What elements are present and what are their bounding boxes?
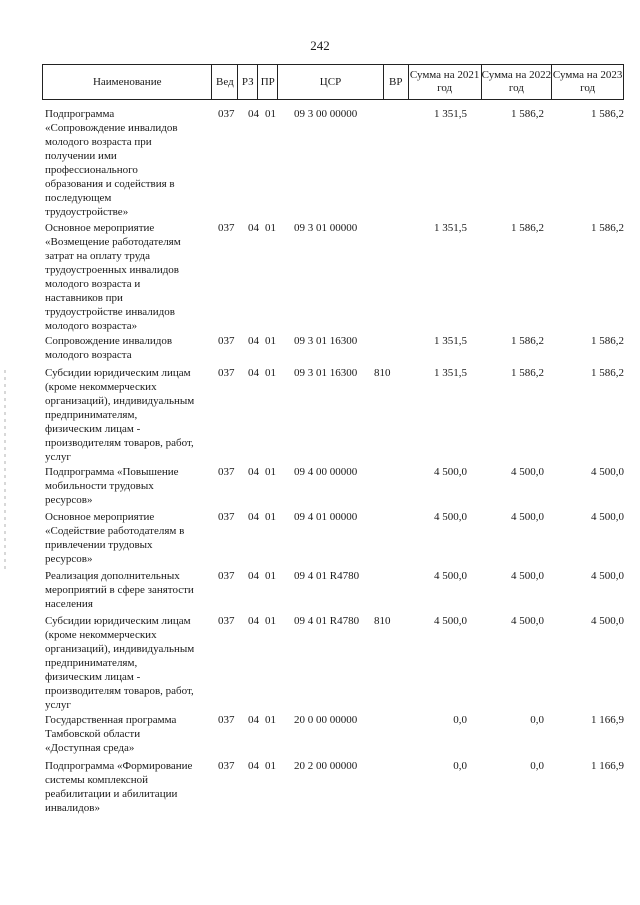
row-pr: 01 xyxy=(265,615,276,627)
row-pr: 01 xyxy=(265,760,276,772)
row-csr: 09 4 00 00000 xyxy=(294,466,358,478)
row-ved: 037 xyxy=(218,615,235,627)
row-vr: 810 xyxy=(374,367,391,379)
row-name: Субсидии юридическим лицам (кроме некоммерческих организаций), индивидуальным предпринимателям, физическим лицам - производителям товаров, работ, услуг xyxy=(45,367,195,463)
header-pr: ПР xyxy=(258,65,278,99)
row-rz: 04 xyxy=(248,511,259,523)
page-number: 242 xyxy=(310,38,330,53)
row-sum-2022: 1 586,2 xyxy=(511,222,544,234)
row-sum-2021: 1 351,5 xyxy=(434,335,467,347)
row-rz: 04 xyxy=(248,222,259,234)
row-csr: 20 2 00 00000 xyxy=(294,760,358,772)
row-pr: 01 xyxy=(265,511,276,523)
row-pr: 01 xyxy=(265,466,276,478)
row-sum-2023: 4 500,0 xyxy=(591,570,624,582)
row-sum-2022: 1 586,2 xyxy=(511,367,544,379)
row-sum-2022: 0,0 xyxy=(530,714,544,726)
row-name: Реализация дополнительных мероприятий в сфере занятости населения xyxy=(45,570,194,610)
row-rz: 04 xyxy=(248,108,259,120)
row-sum-2023: 1 586,2 xyxy=(591,367,624,379)
row-ved: 037 xyxy=(218,222,235,234)
row-rz: 04 xyxy=(248,466,259,478)
row-csr: 09 4 01 R4780 xyxy=(294,615,360,627)
row-csr: 09 4 01 00000 xyxy=(294,511,358,523)
row-rz: 04 xyxy=(248,615,259,627)
row-vr: 810 xyxy=(374,615,391,627)
row-sum-2021: 1 351,5 xyxy=(434,222,467,234)
header-sum-2022: Сумма на 2022 год xyxy=(482,65,553,99)
row-pr: 01 xyxy=(265,222,276,234)
row-sum-2021: 4 500,0 xyxy=(434,511,467,523)
row-ved: 037 xyxy=(218,570,235,582)
header-sum-2023: Сумма на 2023 год xyxy=(552,69,623,94)
row-csr: 20 0 00 00000 xyxy=(294,714,358,726)
row-sum-2021: 4 500,0 xyxy=(434,466,467,478)
row-ved: 037 xyxy=(218,367,235,379)
row-name: Субсидии юридическим лицам (кроме некоммерческих организаций), индивидуальным предпринимателям, физическим лицам - производителям товаров, работ, услуг xyxy=(45,615,195,711)
row-sum-2021: 0,0 xyxy=(453,714,467,726)
row-sum-2023: 4 500,0 xyxy=(591,466,624,478)
row-sum-2022: 1 586,2 xyxy=(511,108,544,120)
row-name: Основное мероприятие «Возмещение работодателям затрат на оплату труда трудоустроенных инвалидов молодого возраста и наставников при трудоустройстве инвалидов молодого возраста» xyxy=(45,222,181,332)
header-vr: ВР xyxy=(384,65,409,99)
row-sum-2022: 4 500,0 xyxy=(511,466,544,478)
row-sum-2021: 4 500,0 xyxy=(434,570,467,582)
row-ved: 037 xyxy=(218,108,235,120)
row-name: Подпрограмма «Сопровождение инвалидов молодого возраста при получении ими профессионального образования и содействия в последующем трудоустройстве» xyxy=(45,108,178,218)
row-sum-2022: 4 500,0 xyxy=(511,511,544,523)
row-sum-2022: 0,0 xyxy=(530,760,544,772)
table-header xyxy=(42,64,624,100)
row-sum-2023: 4 500,0 xyxy=(591,511,624,523)
header-name: Наименование xyxy=(43,65,212,99)
row-sum-2021: 1 351,5 xyxy=(434,108,467,120)
row-name: Подпрограмма «Формирование системы комплексной реабилитации и абилитации инвалидов» xyxy=(45,760,193,814)
row-rz: 04 xyxy=(248,714,259,726)
header-csr: ЦСР xyxy=(278,65,384,99)
row-name: Сопровождение инвалидов молодого возраста xyxy=(45,335,173,361)
row-ved: 037 xyxy=(218,511,235,523)
row-sum-2023: 1 166,9 xyxy=(591,714,624,726)
row-csr: 09 3 01 16300 xyxy=(294,335,358,347)
row-ved: 037 xyxy=(218,714,235,726)
scan-artifact xyxy=(4,370,6,570)
row-sum-2022: 4 500,0 xyxy=(511,570,544,582)
row-sum-2021: 1 351,5 xyxy=(434,367,467,379)
row-sum-2023: 4 500,0 xyxy=(591,615,624,627)
row-csr: 09 4 01 R4780 xyxy=(294,570,360,582)
row-sum-2023: 1 586,2 xyxy=(591,108,624,120)
header-sum-2021: Сумма на 2021 год xyxy=(409,65,482,99)
row-sum-2021: 4 500,0 xyxy=(434,615,467,627)
row-sum-2023: 1 586,2 xyxy=(591,335,624,347)
row-pr: 01 xyxy=(265,367,276,379)
row-sum-2021: 0,0 xyxy=(453,760,467,772)
row-csr: 09 3 01 00000 xyxy=(294,222,358,234)
row-name: Государственная программа Тамбовской области «Доступная среда» xyxy=(45,714,177,754)
row-ved: 037 xyxy=(218,760,235,772)
row-rz: 04 xyxy=(248,570,259,582)
row-rz: 04 xyxy=(248,335,259,347)
row-rz: 04 xyxy=(248,760,259,772)
row-pr: 01 xyxy=(265,108,276,120)
row-name: Подпрограмма «Повышение мобильности трудовых ресурсов» xyxy=(45,466,179,506)
row-pr: 01 xyxy=(265,335,276,347)
row-csr: 09 3 01 16300 xyxy=(294,367,358,379)
row-sum-2022: 4 500,0 xyxy=(511,615,544,627)
row-sum-2023: 1 586,2 xyxy=(591,222,624,234)
row-name: Основное мероприятие «Содействие работодателям в привлечении трудовых ресурсов» xyxy=(45,511,185,565)
row-sum-2023: 1 166,9 xyxy=(591,760,624,772)
row-ved: 037 xyxy=(218,335,235,347)
row-csr: 09 3 00 00000 xyxy=(294,108,358,120)
row-ved: 037 xyxy=(218,466,235,478)
header-ved: Вед xyxy=(212,65,238,99)
row-pr: 01 xyxy=(265,570,276,582)
row-sum-2022: 1 586,2 xyxy=(511,335,544,347)
row-rz: 04 xyxy=(248,367,259,379)
row-pr: 01 xyxy=(265,714,276,726)
header-rz: РЗ xyxy=(238,65,258,99)
